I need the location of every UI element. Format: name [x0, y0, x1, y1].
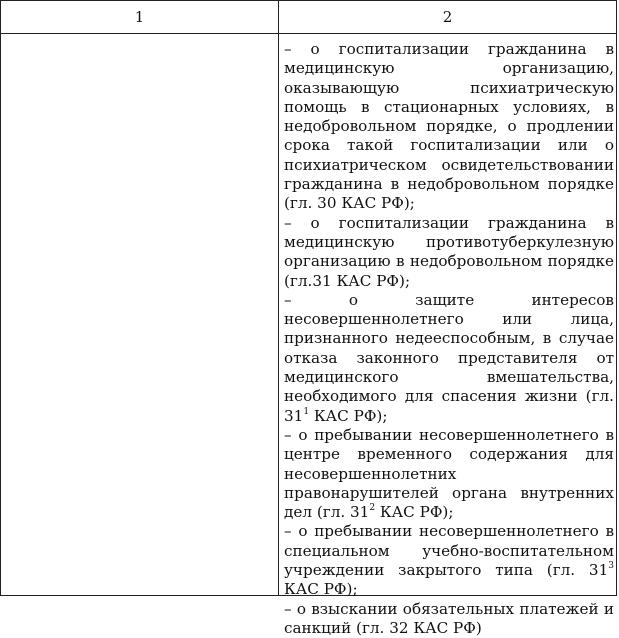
column-header-2: 2: [442, 8, 453, 26]
list-item: [284, 40, 614, 214]
list-item: [284, 214, 614, 291]
chapter-reference: (гл. 31: [284, 387, 615, 425]
chapter-reference: (гл. 32 КАС РФ): [351, 618, 482, 637]
list-item: [284, 522, 614, 599]
chapter-superscript: 3: [608, 560, 614, 571]
list-item: [284, 426, 614, 522]
list-item-text: – о защите интересов несовершеннолетнего или лица, признанного недееспособным, в случае отказа законного представителя от медицинского вмешательства, необходимого для спасения жизни: [284, 290, 614, 406]
list-item: [284, 291, 614, 426]
list-item-text: – о пребывании несовершеннолетнего в специальном учебно-воспитательном учреждении закрытого типа: [284, 522, 614, 580]
chapter-superscript: 2: [369, 503, 376, 514]
table-cell-col2: [284, 40, 614, 638]
table-header-row: [1, 1, 616, 34]
list-item-text: – о госпитализации гражданина в медицинскую организацию, оказывающую психиатрическую помощь в стационарных условиях, в недобровольном порядке, о продлении срока такой госпитализации или о психиатрическом освидетельствовании гражданина в недобровольном порядке (гл. 30 КАС РФ);: [284, 40, 614, 213]
list-item-text: – о пребывании несовершеннолетнего в центре временного содержания для несовершеннолетних правонарушителей органа внутренних дел: [284, 425, 614, 522]
chapter-reference-suffix: КАС РФ);: [284, 580, 358, 599]
column-header-1: 1: [134, 8, 145, 26]
chapter-reference-suffix: КАС РФ);: [375, 503, 454, 522]
chapter-reference: (гл.31 КАС РФ);: [284, 271, 411, 290]
chapter-superscript: 1: [303, 406, 310, 417]
chapter-reference: (гл. 31: [532, 561, 609, 580]
list-item: [284, 600, 614, 638]
list-item-text: – о госпитализации гражданина в медицинскую противотуберкулезную организацию в недобровольном порядке: [284, 213, 614, 271]
chapter-reference: (гл. 31: [312, 503, 370, 522]
chapter-reference-suffix: КАС РФ);: [309, 406, 388, 425]
list-item-text: – о взыскании обязательных платежей и санкций: [284, 599, 614, 637]
column-divider: [278, 1, 279, 595]
